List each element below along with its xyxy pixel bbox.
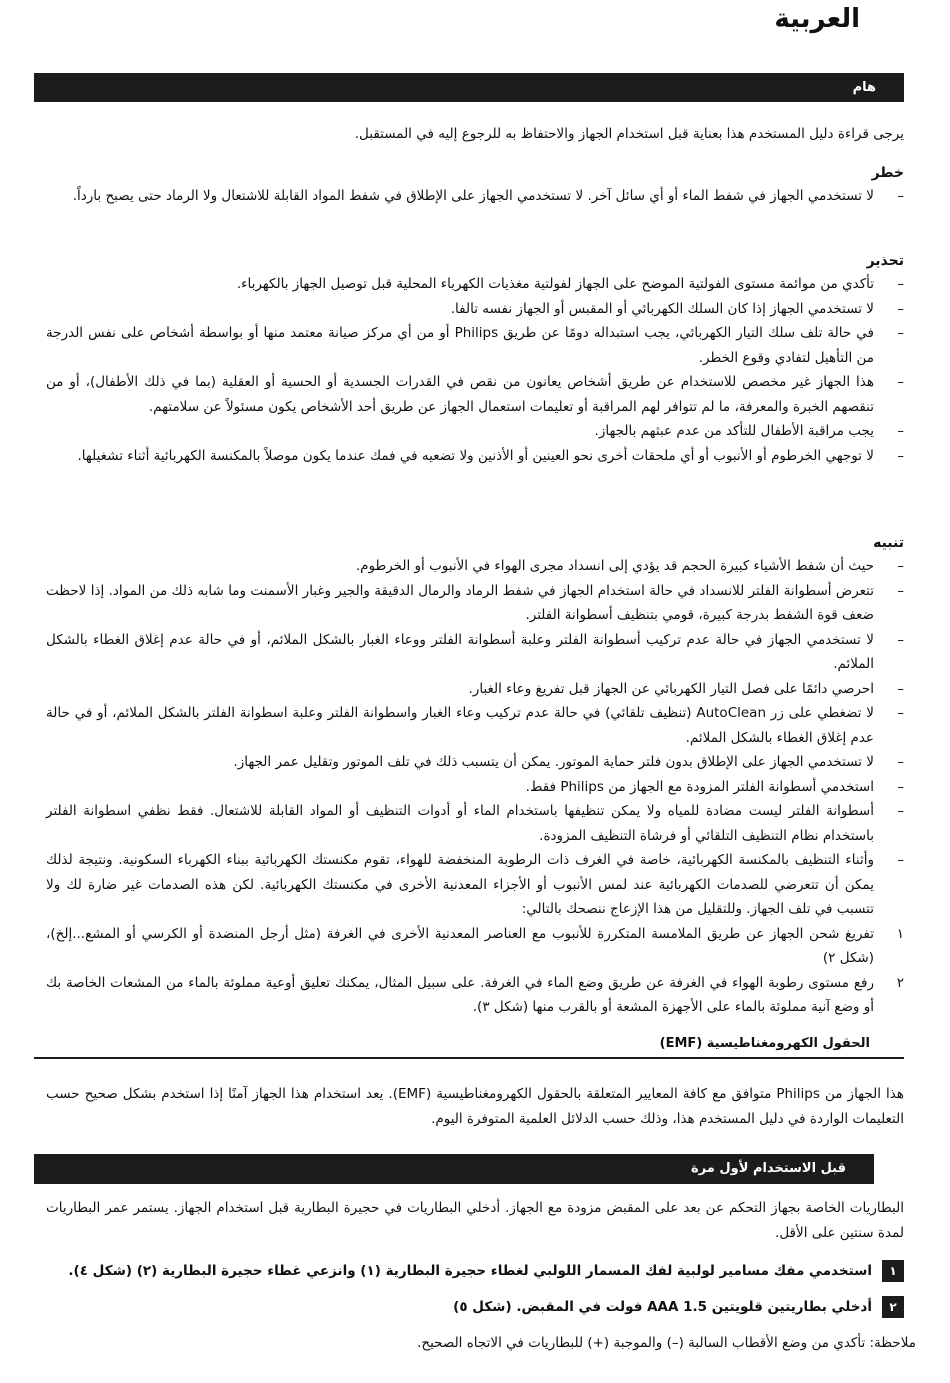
caution-numbered-item [46, 922, 904, 971]
warning-item: – هذا الجهاز غير مخصص للاستخدام عن طريق أشخاص يعانون من نقص في القدرات الجسدية أو الحسية أو العقلية (بما في ذلك الأطفال)، أو من تنقصهم الخبرة والمعرفة، ما لم تتوافر لهم المراقبة أو تعليمات استعمال الجهاز عن طريق أحد الأشخاص يكون مسئولاً عن سلامتهم. [46, 370, 904, 419]
item-number: ١ [896, 925, 904, 942]
danger-block [46, 162, 904, 209]
caution-item: – لا تستخدمي الجهاز على الإطلاق بدون فلتر حماية الموتور. يمكن أن يتسبب ذلك في تلف الموتور وتقليل عمر الجهاز. [46, 750, 904, 775]
emf-heading-rule [34, 1036, 904, 1059]
caution-numbered-item [46, 971, 904, 1020]
step-text: أدخلي بطاريتين قلويتين AAA 1.5 فولت في المقبض. (شكل ٥) [453, 1299, 872, 1315]
step-number-badge: ٢ [882, 1296, 904, 1318]
section-header-important: هام [34, 73, 904, 102]
danger-item: – لا تستخدمي الجهاز في شفط الماء أو أي سائل آخر. لا تستخدمي الجهاز على الإطلاق في شفط المواد القابلة للاشتعال ولا الرماد حتى يصبح بارداً. [46, 184, 904, 209]
intro-paragraph: يرجى قراءة دليل المستخدم هذا بعناية قبل استخدام الجهاز والاحتفاظ به للرجوع إليه في المستقبل. [354, 126, 904, 142]
warning-block [46, 250, 904, 468]
warning-item: – لا تستخدمي الجهاز إذا كان السلك الكهربائي أو المقبس أو الجهاز نفسه تالفا. [46, 297, 904, 322]
item-text: تفريغ شحن الجهاز عن طريق الملامسة المتكررة للأنبوب مع العناصر المعدنية الأخرى في الغرفة (مثل أرجل المنضدة أو الكرسي أو المشع...إلخ)، (شكل ٢) [46, 925, 874, 966]
caution-block [46, 532, 904, 1020]
section-header-before-first-use: قبل الاستخدام لأول مرة [34, 1154, 874, 1184]
warning-heading: تحذير [866, 253, 904, 269]
item-text: رفع مستوى رطوبة الهواء في الغرفة عن طريق وضع الماء في الغرفة. على سبيل المثال، يمكنك تعليق أوعية مملوئة بالماء من المشعات الخاصة بك أو وضع آنية مملوئة بالماء على الأجهزة المشعة أو بالقرب منها (شكل ٣). [46, 974, 874, 1015]
step-number-badge: ١ [882, 1260, 904, 1282]
page-title: العربية [774, 4, 860, 34]
item-number: ٢ [896, 974, 904, 991]
important-intro-block [46, 122, 904, 147]
emf-paragraph: هذا الجهاز من Philips متوافق مع كافة المعايير المتعلقة بالحقول الكهرومغناطيسية (EMF). يعد استخدام هذا الجهاز آمنًا إذا استخدم بشكل صحيح حسب التعليمات الواردة في دليل المستخدم هذا، وذلك حسب الدلائل العلمية المتوفرة اليوم. [46, 1086, 904, 1127]
before-first-use-intro: البطاريات الخاصة بجهاز التحكم عن بعد على المقبض مزودة مع الجهاز. أدخلي البطاريات في حجيرة البطارية قبل استخدام الجهاز. يستمر عمر البطاريات لمدة سنتين على الأقل. [46, 1200, 904, 1241]
caution-heading: تنبيه [873, 535, 904, 551]
warning-item: – في حالة تلف سلك التيار الكهربائي، يجب استبداله دومًا عن طريق Philips أو من أي مركز صيانة معتمد منها أو بواسطة أشخاص على نفس الدرجة من التأهيل لتفادي وقوع الخطر. [46, 321, 904, 370]
warning-item: – تأكدي من موائمة مستوى الفولتية الموضح على الجهاز لفولتية مغذيات الكهرباء المحلية قبل توصيل الجهاز بالكهرباء. [46, 272, 904, 297]
caution-item: – تتعرض أسطوانة الفلتر للانسداد في حالة استخدام الجهاز في شفط الرماد والرمال الدقيقة والجير وغبار الأسمنت وما شابه ذلك من المواد. إذا لاحظت ضعف قوة الشفط بدرجة كبيرة، قومي بتنظيف أسطوانة الفلتر. [46, 579, 904, 628]
caution-item: – لا تضغطي على زر AutoClean (تنظيف تلقائي) في حالة عدم تركيب وعاء الغبار واسطوانة الفلتر وعلبة اسطوانة الفلتر بالشكل الملائم، أو في حالة عدم إغلاق الغطاء بالشكل الملائم. [46, 701, 904, 750]
caution-item: – احرصي دائمًا على فصل التيار الكهربائي عن الجهاز قبل تفريغ وعاء الغبار. [46, 677, 904, 702]
step-text: استخدمي مفك مسامير لولبية لفك المسمار اللولبي لغطاء حجيرة البطارية (١) وانزعي غطاء حجيرة البطارية (٢) (شكل ٤). [68, 1263, 872, 1279]
battery-note: ملاحظة: تأكدي من وضع الأقطاب السالبة (–) والموجبة (+) للبطاريات في الاتجاه الصحيح. [417, 1335, 916, 1351]
emf-heading: الحقول الكهرومغناطيسية (EMF) [659, 1036, 870, 1051]
caution-item: – أسطوانة الفلتر ليست مضادة للمياه ولا يمكن تنظيفها باستخدام الماء أو أدوات التنظيف أو المواد القابلة للاشتعال. فقط نظفي اسطوانة الفلتر باستخدام نظام التنظيف التلقائي أو فرشاة التنظيف المزودة. [46, 799, 904, 848]
step-2 [46, 1296, 904, 1318]
warning-item: – يجب مراقبة الأطفال للتأكد من عدم عبثهم بالجهاز. [46, 419, 904, 444]
warning-item: – لا توجهي الخرطوم أو الأنبوب أو أي ملحقات أخرى نحو العينين أو الأذنين ولا تضعيه في فمك عندما يكون موصلاً بالمكنسة الكهربائية أثناء تشغيلها. [46, 444, 904, 469]
step-1 [46, 1260, 904, 1282]
caution-item: – وأثناء التنظيف بالمكنسة الكهربائية، خاصة في الغرف ذات الرطوبة المنخفضة للهواء، تقوم مكنستك الكهربائية ببناء الكهرباء السكونية. ونتيجة لذلك يمكن أن تتعرضي للصدمات الكهربائية عند لمس الأنبوب أو الأجزاء المعدنية الأخرى في مكنستك الكهربائية. لكن هذه الصدمات غير ضارة لك ولا تتسبب في تلف الجهاز. وللتقليل من هذا الإزعاج ننصحك بالتالي: [46, 848, 904, 922]
caution-item: – حيث أن شفط الأشياء كبيرة الحجم قد يؤدي إلى انسداد مجرى الهواء في الأنبوب أو الخرطوم. [46, 554, 904, 579]
emf-block [46, 1082, 904, 1131]
danger-heading: خطر [871, 165, 904, 181]
caution-item: – استخدمي أسطوانة الفلتر المزودة مع الجهاز من Philips فقط. [46, 775, 904, 800]
before-first-use-intro-block [46, 1196, 904, 1245]
caution-item: – لا تستخدمي الجهاز في حالة عدم تركيب أسطوانة الفلتر وعلبة أسطوانة الفلتر ووعاء الغبار بالشكل الملائم، أو في حالة عدم إغلاق الغطاء بالشكل الملائم. [46, 628, 904, 677]
